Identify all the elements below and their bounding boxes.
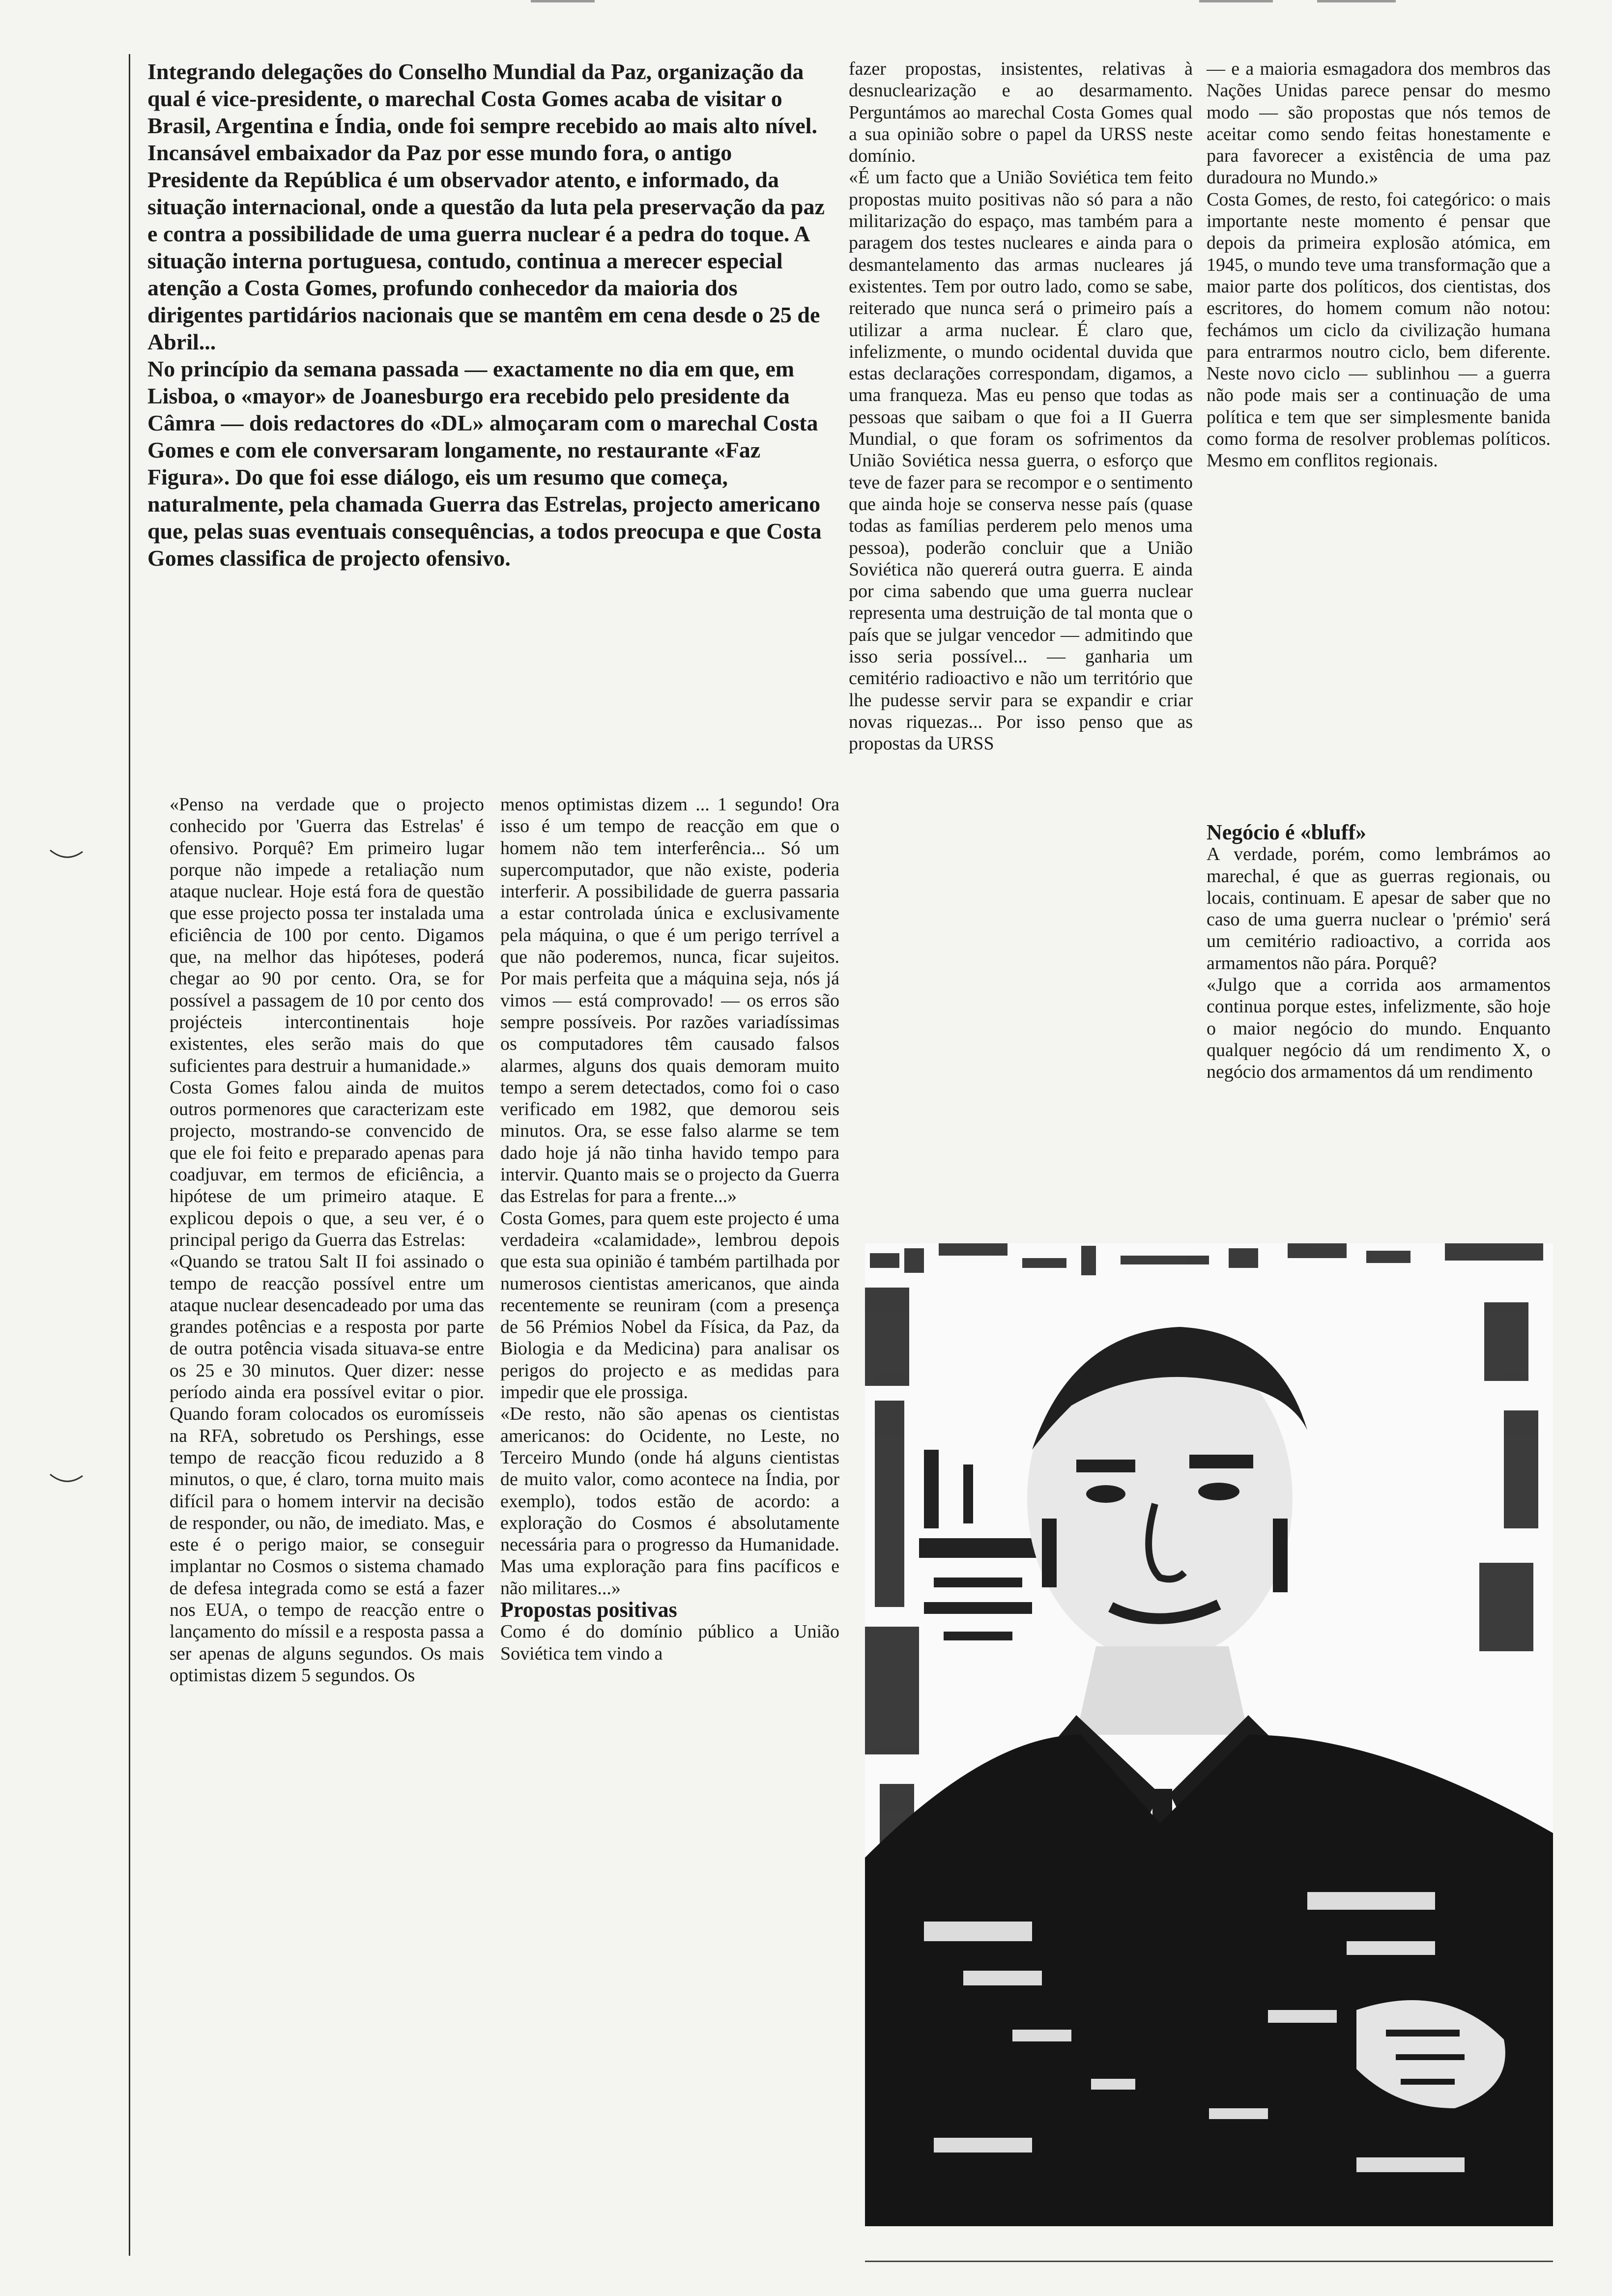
col-c-paragraph-2: «É um facto que a União Soviética tem feito propostas muito positivas não só para a não militarização do espaço, mas também para a paragem dos testes nucleares e ainda para o desmantelamento das armas nucleares já existentes. Tem por outro lado, como se sabe, reiterado que nunca será o primeiro país a utilizar a arma nuclear. É claro que, infelizmente, o mundo ocidental duvida que estas declarações correspondam, digamos, a uma franqueza. Mas eu penso que todas as pessoas que saibam o que foi a II Guerra Mundial, o que foram os sofrimentos da União Soviética nessa guerra, o esforço que teve de fazer para se recompor e o sentimento que ainda hoje se conserva nesse país (quase todas as famílias perderem pelo menos uma pessoa), poderão concluir que a União Soviética não quererá outra guerra. E ainda por cima sabendo que uma guerra nuclear representa uma destruição de tal monta que o país que se julgar vencedor — admitindo que isso seria possível... — ganharia um cemitério radioactivo e não um território que lhe pudesse servir para se expandir e criar novas riquezas... Por isso penso que as propostas da URSS [849, 167, 1193, 754]
col-b-paragraph-4: Como é do domínio público a União Soviética tem vindo a [500, 1621, 839, 1664]
top-scan-edge [511, 0, 1396, 3]
col-a-paragraph-2: Costa Gomes falou ainda de muitos outros pormenores que caracterizam este projecto, mostrando-se convencido de que ele foi feito e preparado apenas para coadjuvar, em termos de eficiência, a hipótese de um primeiro ataque. E explicou depois o que, a seu ver, é o principal perigo da Guerra das Estrelas: [170, 1077, 484, 1250]
photo-portrait [865, 1243, 1553, 2226]
column-d-lower [1207, 822, 1551, 1083]
col-b-paragraph-1: menos optimistas dizem ... 1 segundo! Ora isso é um tempo de reacção em que o homem não tem interferência... Só um supercomputador, que não existe, poderia interferir. A possibilidade de guerra passaria a estar controlada única e exclusivamente pela máquina, o que é um perigo terrível a que não poderemos, nunca, ficar sujeitos. Por mais perfeita que a máquina seja, nós já vimos — está comprovado! — os erros são sempre possíveis. Por razões variadíssimas os computadores têm causado falsos alarmes, alguns dos quais demoram muito tempo a serem detectados, como foi o caso verificado em 1982, que demorou seis minutos. Ora, se esse falso alarme se tem dado hoje já não tinha havido tempo para intervir. Quanto mais se o projecto da Guerra das Estrelas for para a frente...» [500, 794, 839, 1207]
lead-section [147, 58, 835, 572]
column-d [1207, 58, 1551, 472]
col-b-subhead: Propostas positivas [500, 1597, 677, 1622]
col-a-paragraph-1: «Penso na verdade que o projecto conhecido por 'Guerra das Estrelas' é ofensivo. Porquê? Em primeiro lugar porque não impede a retaliação num ataque nuclear. Hoje está fora de questão que esse projecto possa ter instalada uma eficiência de 100 por cento. Digamos que, na melhor das hipóteses, poderá chegar ao 90 por cento. Ora, se for possível a passagem de 10 por cento dos projécteis intercontinentais hoje existentes, eles serão mais do que suficientes para destruir a humanidade.» [170, 794, 484, 1076]
column-c [849, 58, 1193, 755]
column-b [500, 794, 839, 1665]
col-c-paragraph-1: fazer propostas, insistentes, relativas à desnuclearização e ao desarmamento. Perguntámos ao marechal Costa Gomes qual a sua opinião sobre o papel da URSS neste domínio. [849, 58, 1193, 167]
photo-portrait-icon [865, 1243, 1553, 2226]
col-b-paragraph-2: Costa Gomes, para quem este projecto é uma verdadeira «calamidade», lembrou depois que esta sua opinião é também partilhada por numerosos cientistas americanos, que ainda recentemente se reuniram (com a presença de 56 Prémios Nobel da Física, da Paz, da Biologia e da Medicina) para analisar os perigos do projecto e as medidas para impedir que ele prossiga. [500, 1207, 839, 1403]
hole-punch-mark-bottom [49, 1472, 84, 1487]
hole-punch-mark-top [49, 848, 84, 862]
margin-rule [129, 54, 130, 2256]
col-d-paragraph-3: A verdade, porém, como lembrámos ao marechal, é que as guerras regionais, ou locais, continuam. E apesar de saber que no caso de uma guerra nuclear o 'prémio' será um cemitério radioactivo, a corrida aos armamentos não pára. Porquê? [1207, 844, 1551, 974]
col-d-paragraph-1: — e a maioria esmagadora dos membros das Nações Unidas parece pensar do mesmo modo — são propostas que nós temos de aceitar como sendo feitas honestamente e para favorecer a existência de uma paz duradoura no Mundo.» [1207, 58, 1551, 188]
col-b-paragraph-3: «De resto, não são apenas os cientistas americanos: do Ocidente, no Leste, no Terceiro Mundo (onde há alguns cientistas de muito valor, como acontece na Índia, por exemplo), todos estão de acordo: a exploração do Cosmos é absolutamente necessária para o progresso da Humanidade. Mas uma exploração para fins pacíficos e não militares...» [500, 1404, 839, 1599]
col-d-paragraph-2: Costa Gomes, de resto, foi categórico: o mais importante neste momento é pensar que depois da primeira explosão atómica, em 1945, o mundo teve uma transformação que a maior parte dos políticos, dos cientistas, dos escritores, do homem comum não notou: fechámos um ciclo da civilização humana para entrarmos noutro ciclo, bem diferente. Neste novo ciclo — sublinhou — a guerra não pode mais ser a continuação de uma política e tem que ser simplesmente banida como forma de resolver problemas políticos. Mesmo em conflitos regionais. [1207, 189, 1551, 471]
col-d-subhead: Negócio é «bluff» [1207, 820, 1367, 844]
column-a [170, 794, 484, 1686]
footer-rule [865, 2261, 1553, 2262]
lead-paragraph-2: Incansável embaixador da Paz por esse mundo fora, o antigo Presidente da República é um observador atento, e informado, da situação internacional, onde a questão da luta pela preservação da paz e contra a possibilidade de uma guerra nuclear é a pedra do toque. A situação interna portuguesa, contudo, continua a merecer especial atenção a Costa Gomes, profundo conhecedor da maioria dos dirigentes partidários nacionais que se mantêm em cena desde o 25 de Abril... [147, 140, 825, 354]
lead-paragraph-3: No princípio da semana passada — exactamente no dia em que, em Lisboa, o «mayor» de Joanesburgo era recebido pelo presidente da Câmra — dois redactores do «DL» almoçaram com o marechal Costa Gomes e com ele conversaram longamente, no restaurante «Faz Figura». Do que foi esse diálogo, eis um resumo que começa, naturalmente, pela chamada Guerra das Estrelas, projecto americano que, pelas suas eventuais consequências, a todos preocupa e que Costa Gomes classifica de projecto ofensivo. [147, 356, 822, 571]
lead-paragraph-1: Integrando delegações do Conselho Mundial da Paz, organização da qual é vice-presidente, o marechal Costa Gomes acaba de visitar o Brasil, Argentina e Índia, onde foi sempre recebido ao mais alto nível. [147, 59, 817, 138]
col-a-paragraph-3: «Quando se tratou Salt II foi assinado o tempo de reacção possível entre um ataque nuclear desencadeado por uma das grandes potências e a resposta por parte de outra potência visada situava-se entre os 25 e 30 minutos. Quer dizer: nesse período ainda era possível evitar o pior. Quando foram colocados os euromísseis na RFA, sobretudo os Pershings, esse tempo de reacção ficou reduzido a 8 minutos, o que, é claro, torna muito mais difícil para o homem intervir na decisão de responder, ou não, de imediato. Mas, e este é o perigo maior, se conseguir implantar no Cosmos o sistema chamado de defesa integrada como se está a fazer nos EUA, o tempo de reacção entre o lançamento do míssil e a resposta passa a ser apenas de alguns segundos. Os mais optimistas dizem 5 segundos. Os [170, 1251, 484, 1686]
col-d-paragraph-4: «Julgo que a corrida aos armamentos continua porque estes, infelizmente, são hoje o maior negócio do mundo. Enquanto qualquer negócio dá um rendimento X, o negócio dos armamentos dá um rendimento [1207, 975, 1551, 1083]
